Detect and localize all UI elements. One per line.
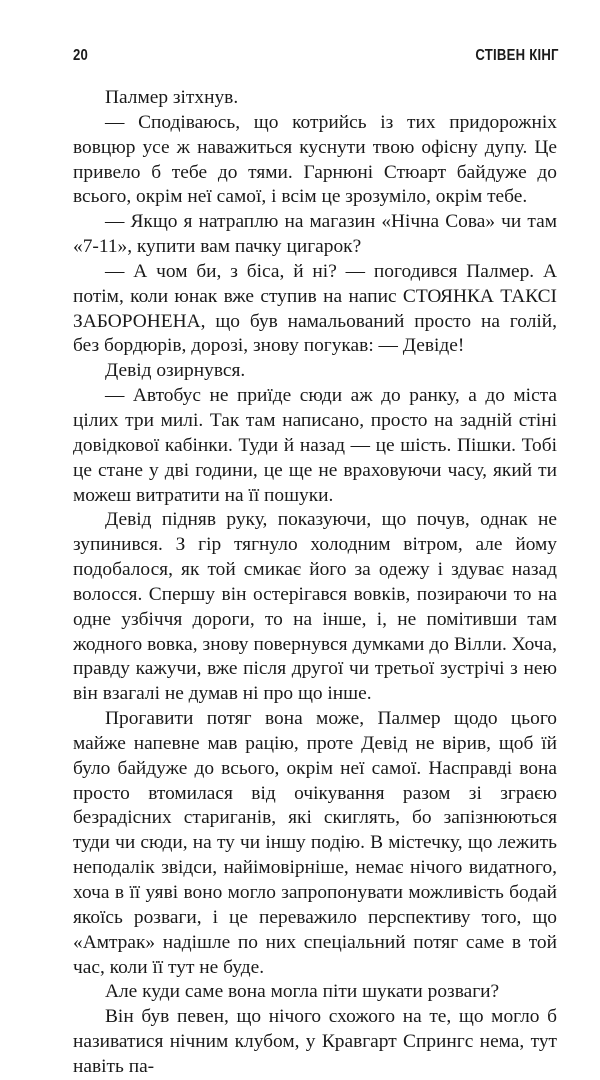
- paragraph: — А чом би, з біса, й ні? — погодився Палмер. А потім, коли юнак вже ступив на напис СТОЯНКА ТАКСІ ЗАБОРОНЕНА, що був намальований просто на голій, без бордюрів, дорозі, знову погукав: — Девіде!: [73, 260, 557, 357]
- paragraph: — Якщо я натраплю на магазин «Нічна Сова» чи там «7-11», купити вам пачку цигарок?: [73, 211, 557, 258]
- paragraph: — Автобус не приїде сюди аж до ранку, а до міста цілих три милі. Так там написано, просто на задній стіні довідкової кабінки. Туди й назад — це шість. Пішки. Тобі це стане у дві години, це ще не враховуючи часу, який ти можеш витратити на її пошуки.: [73, 385, 557, 506]
- paragraph: Прогавити потяг вона може, Палмер щодо цього майже напевне мав рацію, проте Девід не вірив, щоб їй було байдуже до всього, окрім неї самої. Насправді вона просто втомилася від очікування разом зі зграєю безрадісних стариганів, які скиглять, бо запізнюються туди чи сюди, на ту чи іншу подію. В містечку, що лежить неподалік звідси, найімовірніше, немає нічого видатного, хоча в її уяві воно могло запропонувати можливість бодай якоїсь розваги, і це переважило перспективу того, що «Амтрак» надішле по них спеціальний потяг саме в той час, коли її тут не буде.: [73, 708, 557, 978]
- running-title: СТІВЕН КІНГ: [475, 47, 559, 64]
- paragraph: — Сподіваюсь, що котрийсь із тих придорожніх вовцюр усе ж наважиться куснути твою офісну дупу. Це привело б тебе до тями. Гарнюні Стюарт байдуже до всього, окрім неї самої, і всім це зрозуміло, окрім тебе.: [73, 111, 557, 208]
- paragraph: Девід підняв руку, показуючи, що почув, однак не зупинився. З гір тягнуло холодним вітром, але йому подобалося, як той смикає його за одежу і здуває назад волосся. Спершу він остерігався вовків, позираючи то на одне узбіччя дороги, то на інше, і, не помітивши там жодного вовка, знову повернувся думками до Вілли. Хоча, правду кажучи, вже після другої чи третьої зустрічі з нею він взагалі не думав ні про що інше.: [73, 509, 557, 705]
- page-number: 20: [73, 47, 88, 64]
- paragraph: Палмер зітхнув.: [105, 87, 239, 108]
- paragraph: Девід озирнувся.: [105, 360, 246, 382]
- paragraph: Але куди саме вона могла піти шукати розваги?: [105, 981, 500, 1003]
- paragraph: Він був певен, що нічого схожого на те, що могло б називатися нічним клубом, у Кравгарт Спрингс нема, тут навіть па-: [73, 1006, 557, 1077]
- body-text: [73, 86, 557, 1080]
- page-header: [73, 47, 472, 71]
